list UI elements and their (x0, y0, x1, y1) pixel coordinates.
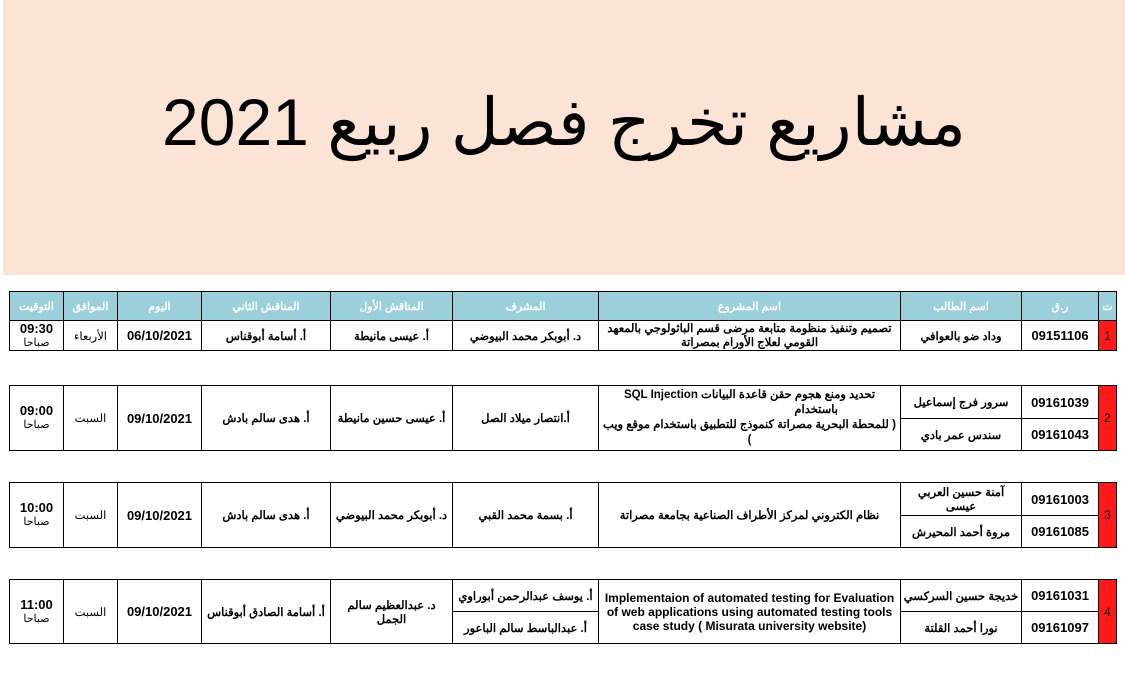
student-name: نورا أحمد القلتة (901, 612, 1022, 644)
time-cell (10, 321, 64, 351)
student-id: 09161039 (1022, 386, 1099, 419)
title-line: تحديد ومنع هجوم حقن قاعدة البيانات SQL Injection (623, 389, 876, 401)
examiner-2: أ. هدى سالم بادش (202, 483, 331, 548)
row-index: 1 (1099, 321, 1117, 351)
title-line: ( للمحطة البحرية مصراتة كنموذج للتطبيق باستخدام موقع ويب ) (603, 419, 896, 446)
header-examiner-1: المناقش الأول (331, 292, 453, 321)
table-row (10, 321, 1117, 351)
student-name: سندس عمر بادي (901, 419, 1022, 451)
supervisor: أ. بسمة محمد القبي (453, 483, 599, 548)
schedule-table-project-3 (9, 482, 1117, 548)
schedule-table-project-1 (9, 291, 1117, 351)
student-name: آمنة حسين العربي عيسى (901, 483, 1022, 516)
examiner-1: أ. عيسى حسين مانيطة (331, 386, 453, 451)
student-name: خديجة حسين السركسي (901, 580, 1022, 612)
header-time: التوقيت (10, 292, 64, 321)
table-row (10, 580, 1117, 612)
project-title: Implementaion of automated testing for Evaluation of web applications using automated testing tools case study ( Misurata university website) (599, 580, 901, 644)
title-banner (3, 0, 1125, 275)
header-project-title: اسم المشروع (599, 292, 901, 321)
examiner-1: د. عبدالعظيم سالم الجمل (331, 580, 453, 644)
student-name: سرور فرج إسماعيل (901, 386, 1022, 419)
day: السبت (64, 580, 118, 644)
project-title (599, 386, 901, 451)
student-id: 09161031 (1022, 580, 1099, 612)
header-supervisor: المشرف (453, 292, 599, 321)
schedule-table-project-4 (9, 579, 1117, 644)
examiner-1: د. أبوبكر محمد البيوضي (331, 483, 453, 548)
header-student-name: اسم الطالب (901, 292, 1022, 321)
period: صباحا (23, 516, 50, 528)
page-title: مشاريع تخرج فصل ربيع 2021 (162, 85, 966, 159)
date: 09/10/2021 (118, 386, 202, 451)
header-index: ت (1099, 292, 1117, 321)
table-row (10, 386, 1117, 419)
date: 09/10/2021 (118, 580, 202, 644)
header-date: اليوم (118, 292, 202, 321)
day: السبت (64, 386, 118, 451)
title-line: باستخدام (794, 404, 838, 416)
row-index: 3 (1099, 483, 1117, 548)
period: صباحا (23, 612, 50, 625)
student-name: مروة أحمد المحيرش (901, 516, 1022, 548)
time-cell (10, 580, 64, 644)
examiner-1: أ. عيسى مانيطة (331, 321, 453, 351)
project-title: تصميم وتنفيذ منظومة متابعة مرضى قسم الباثولوجي بالمعهد القومي لعلاج الأورام بمصراتة (599, 321, 901, 351)
table-row (10, 483, 1117, 516)
student-id: 09161085 (1022, 516, 1099, 548)
day: السبت (64, 483, 118, 548)
date: 09/10/2021 (118, 483, 202, 548)
header-examiner-2: المناقش الثاني (202, 292, 331, 321)
row-index: 4 (1099, 580, 1117, 644)
examiner-2: أ. أسامة أبوقناس (202, 321, 331, 351)
day: الأربعاء (64, 321, 118, 351)
time: 10:00 (19, 500, 54, 515)
supervisor: أ. عبدالباسط سالم الباعور (453, 612, 599, 644)
supervisor: أ.انتصار ميلاد الصل (453, 386, 599, 451)
examiner-2: أ. أسامة الصادق أبوقناس (202, 580, 331, 644)
date: 06/10/2021 (118, 321, 202, 351)
time: 09:00 (19, 403, 54, 418)
row-index: 2 (1099, 386, 1117, 451)
student-id: 09161043 (1022, 419, 1099, 451)
student-id: 09161097 (1022, 612, 1099, 644)
examiner-2: أ. هدى سالم بادش (202, 386, 331, 451)
student-id: 09151106 (1022, 321, 1099, 351)
time: 09:30 (19, 320, 54, 336)
time-cell (10, 386, 64, 451)
period: صباحا (23, 336, 50, 349)
time: 11:00 (20, 596, 53, 612)
supervisor: د. أبوبكر محمد البيوضي (453, 321, 599, 351)
student-id: 09161003 (1022, 483, 1099, 516)
schedule-table-project-2 (9, 385, 1117, 451)
table-header-row (10, 292, 1117, 321)
project-title: نظام الكتروني لمركز الأطراف الصناعية بجامعة مصراتة (599, 483, 901, 548)
header-student-id: ر.ق (1022, 292, 1099, 321)
header-day: الموافق (64, 292, 118, 321)
supervisor: أ. يوسف عبدالرحمن أبوراوي (453, 580, 599, 612)
period: صباحا (23, 419, 50, 431)
student-name: وداد ضو بالعوافي (901, 321, 1022, 351)
time-cell (10, 483, 64, 548)
